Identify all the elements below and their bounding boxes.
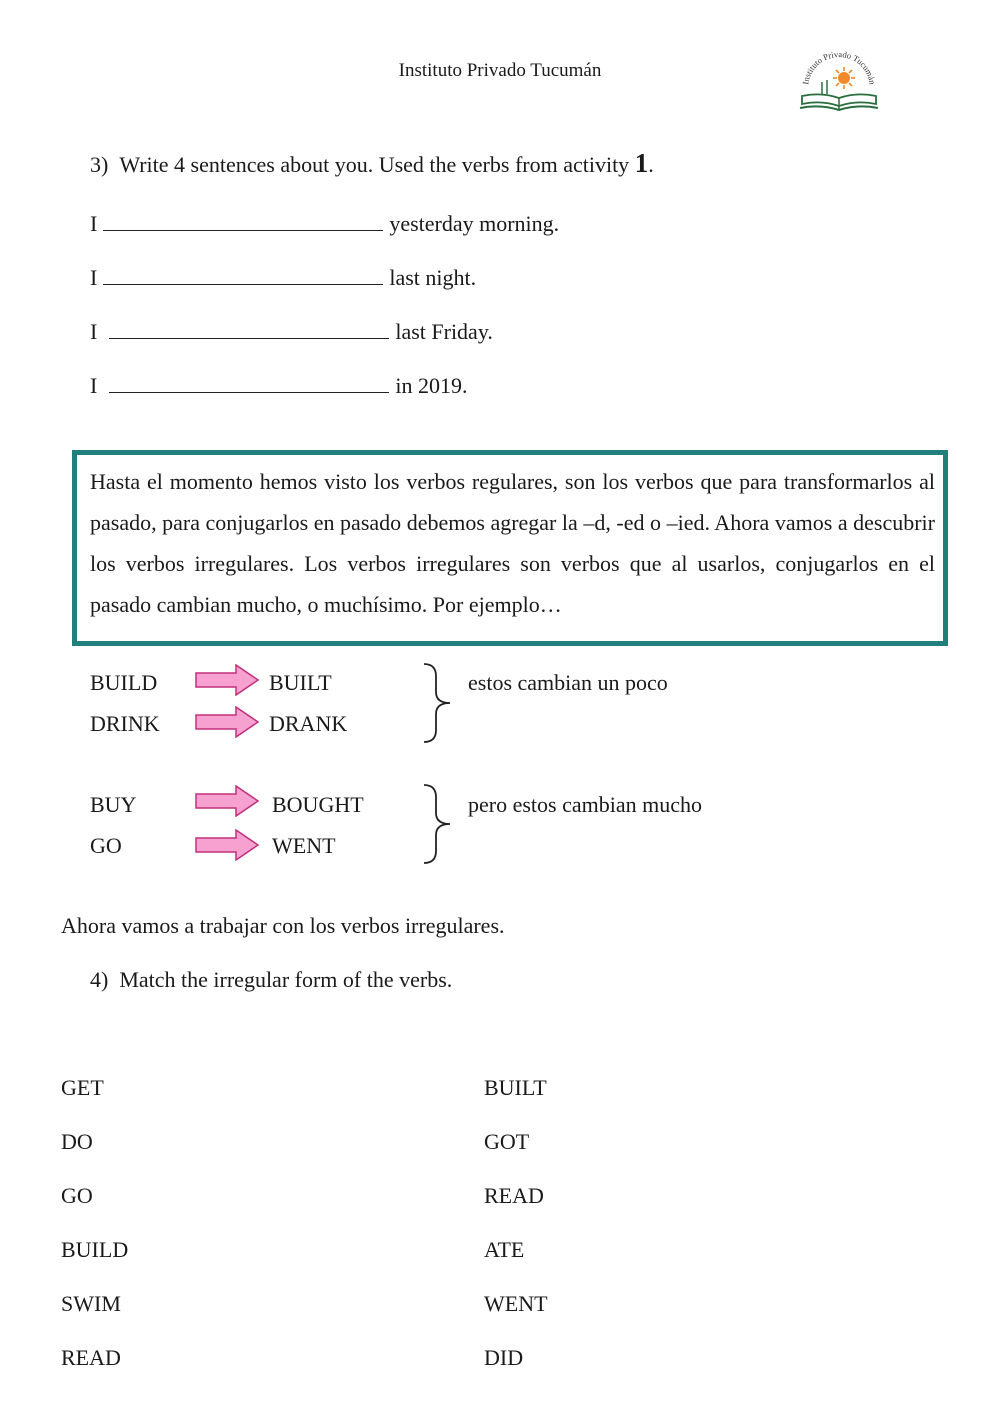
match-left-item[interactable]: BUILD [61, 1237, 129, 1262]
curly-brace-icon [422, 783, 452, 865]
base-verb: GO [90, 833, 122, 858]
sentence-line: I last Friday. [90, 319, 493, 344]
answer-blank[interactable] [109, 374, 389, 393]
group-note: estos cambian un poco [468, 670, 668, 695]
answer-blank[interactable] [103, 266, 383, 285]
arrow-right-icon [195, 785, 259, 817]
arrow-right-icon [195, 706, 259, 738]
base-verb: DRINK [90, 711, 160, 736]
curly-brace-icon [422, 662, 452, 744]
arrow-right-icon [195, 664, 259, 696]
activity-4-instruction: 4) Match the irregular form of the verbs. [90, 967, 453, 992]
irregular-intro: Ahora vamos a trabajar con los verbos irregulares. [61, 913, 505, 938]
match-right-item[interactable]: READ [484, 1183, 544, 1208]
match-right-item[interactable]: BUILT [484, 1075, 547, 1100]
answer-blank[interactable] [109, 320, 389, 339]
school-name: Instituto Privado Tucumán [398, 60, 602, 81]
match-right-item[interactable]: WENT [484, 1291, 548, 1316]
svg-text:Instituto Privado Tucumán: Instituto Privado Tucumán [800, 48, 878, 86]
match-left-item[interactable]: DO [61, 1129, 93, 1154]
activity-3-instruction: 3) Write 4 sentences about you. Used the verbs from activity 1. [90, 148, 654, 178]
match-left-item[interactable]: GO [61, 1183, 93, 1208]
answer-blank[interactable] [103, 212, 383, 231]
sentence-line: I last night. [90, 265, 477, 290]
match-left-item[interactable]: SWIM [61, 1291, 121, 1316]
match-left-item[interactable]: READ [61, 1345, 121, 1370]
past-verb: BOUGHT [272, 792, 364, 817]
base-verb: BUILD [90, 670, 158, 695]
info-paragraph: Hasta el momento hemos visto los verbos regulares, son los verbos que para transformarlos al pasado, para conjugarlos en pasado debemos agregar la –d, -ed o –ied. Ahora vamos a descubrir los verbos irregulares. Los verbos irregulares son verbos que al usarlos, conjugarlos en el pasado cambian mucho, o muchísimo. Por ejemplo… [90, 469, 935, 617]
match-right-item[interactable]: ATE [484, 1237, 525, 1262]
past-verb: DRANK [269, 711, 348, 736]
sentence-line: I yesterday morning. [90, 211, 560, 236]
school-logo-icon [796, 48, 882, 118]
past-verb: WENT [272, 833, 336, 858]
arrow-right-icon [195, 829, 259, 861]
match-right-item[interactable]: DID [484, 1345, 524, 1370]
group-note: pero estos cambian mucho [468, 792, 702, 817]
match-right-item[interactable]: GOT [484, 1129, 530, 1154]
base-verb: BUY [90, 792, 137, 817]
match-left-item[interactable]: GET [61, 1075, 104, 1100]
sentence-line: I in 2019. [90, 373, 468, 398]
past-verb: BUILT [269, 670, 332, 695]
